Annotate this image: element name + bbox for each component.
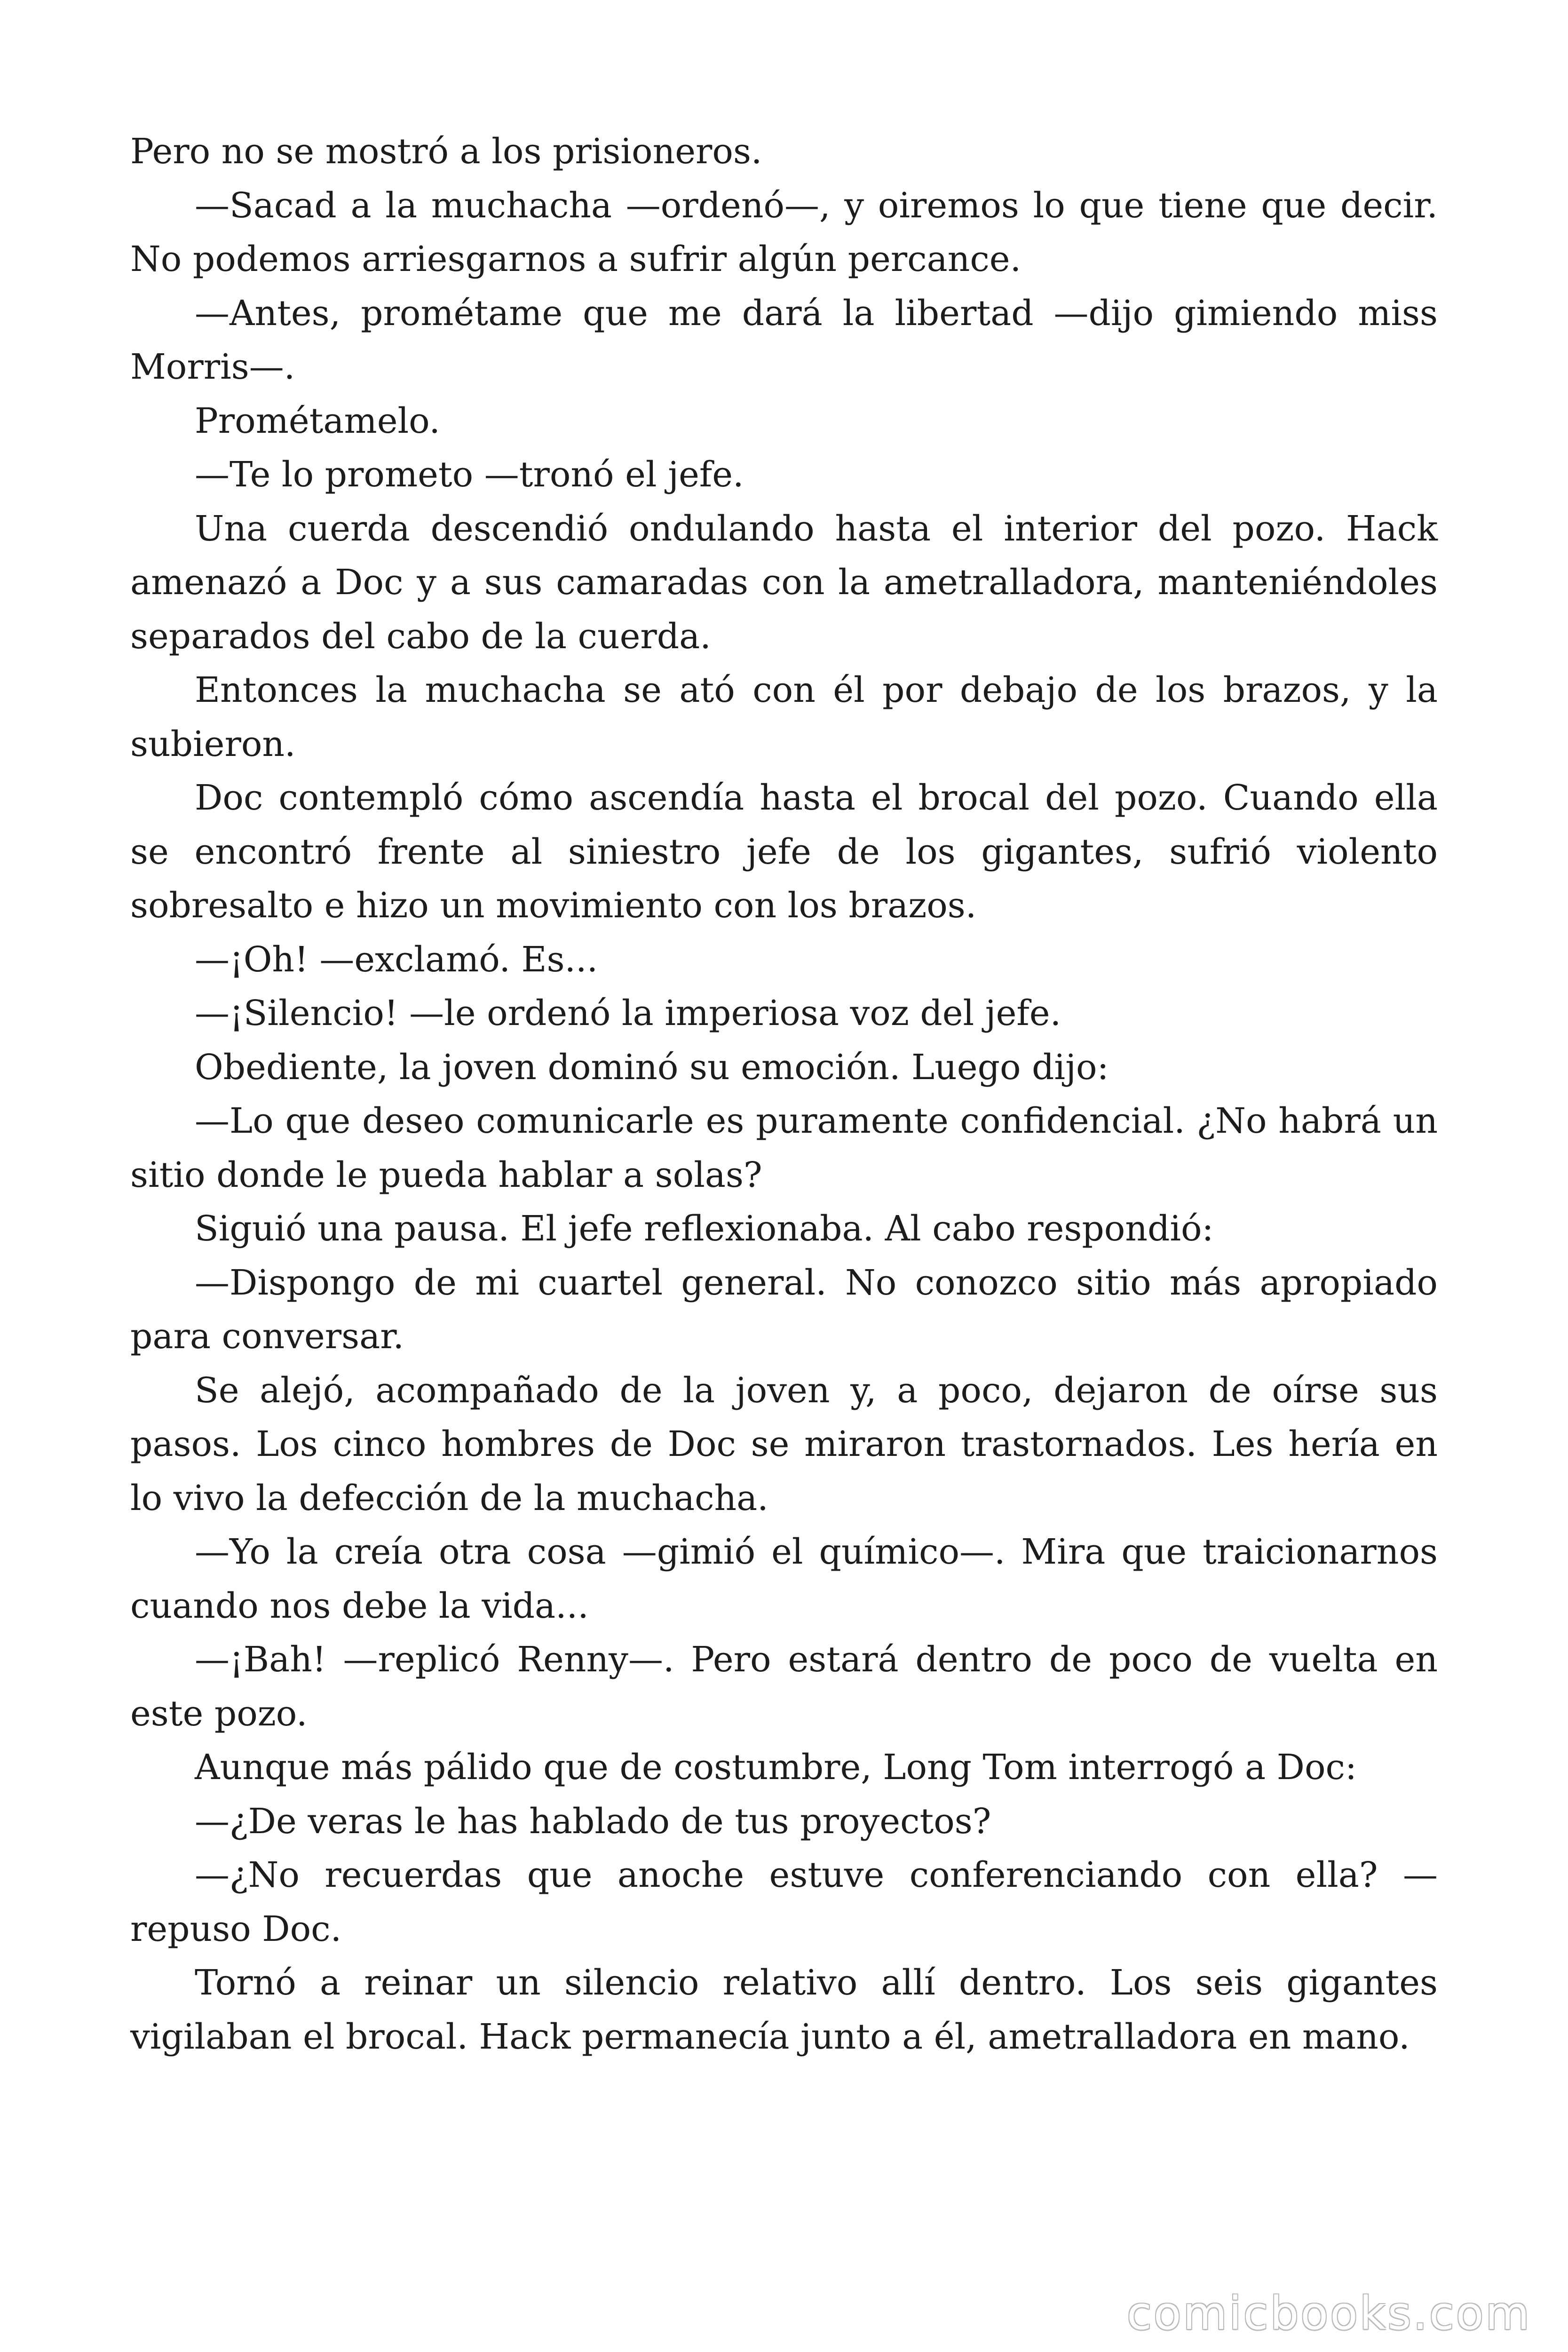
paragraph-6: Una cuerda descendió ondulando hasta el interior del pozo. Hack amenazó a Doc y a sus camaradas con la ametralladora, manteniéndoles separados del cabo de la cuerda. [130, 508, 1438, 657]
paragraph-17: —¡Bah! —replicó Renny—. Pero estará dentro de poco de vuelta en este pozo. [130, 1639, 1438, 1734]
paragraph-21: Tornó a reinar un silencio relativo allí dentro. Los seis gigantes vigilaban el brocal. Hack permanecía junto a él, ametralladora en mano. [130, 1963, 1438, 2057]
paragraph-14: —Dispongo de mi cuartel general. No conozco sitio más apropiado para conversar. [130, 1262, 1438, 1357]
paragraph-11: Obediente, la joven dominó su emoción. Luego dijo: [195, 1047, 1109, 1088]
watermark-logo: comicbooks.com [1126, 2287, 1531, 2340]
paragraph-15: Se alejó, acompañado de la joven y, a poco, dejaron de oírse sus pasos. Los cinco hombres de Doc se miraron trastornados. Les hería en lo vivo la defección de la muchacha. [130, 1370, 1438, 1518]
paragraph-13: Siguió una pausa. El jefe reflexionaba. Al cabo respondió: [195, 1208, 1214, 1249]
paragraph-20: —¿No recuerdas que anoche estuve conferenciando con ella? — repuso Doc. [130, 1855, 1438, 1949]
paragraph-5: —Te lo prometo —tronó el jefe. [195, 454, 744, 495]
paragraph-9: —¡Oh! —exclamó. Es... [195, 939, 598, 980]
paragraph-4: Prométamelo. [195, 400, 440, 441]
book-page-text [130, 125, 1438, 2064]
paragraph-3: —Antes, prométame que me dará la libertad —dijo gimiendo miss Morris—. [130, 293, 1438, 387]
paragraph-19: —¿De veras le has hablado de tus proyectos? [195, 1801, 991, 1842]
paragraph-10: —¡Silencio! —le ordenó la imperiosa voz del jefe. [195, 993, 1061, 1033]
paragraph-2: —Sacad a la muchacha —ordenó—, y oiremos lo que tiene que decir. No podemos arriesgarnos a sufrir algún percance. [130, 185, 1438, 279]
paragraph-7: Entonces la muchacha se ató con él por debajo de los brazos, y la subieron. [130, 670, 1438, 764]
paragraph-8: Doc contempló cómo ascendía hasta el brocal del pozo. Cuando ella se encontró frente al siniestro jefe de los gigantes, sufrió violento sobresalto e hizo un movimiento con los brazos. [130, 778, 1438, 926]
paragraph-18: Aunque más pálido que de costumbre, Long Tom interrogó a Doc: [195, 1747, 1357, 1788]
paragraph-12: —Lo que deseo comunicarle es puramente confidencial. ¿No habrá un sitio donde le pueda hablar a solas? [130, 1101, 1438, 1195]
paragraph-16: —Yo la creía otra cosa —gimió el químico—. Mira que traicionarnos cuando nos debe la vida... [130, 1532, 1438, 1626]
paragraph-1: Pero no se mostró a los prisioneros. [130, 131, 762, 172]
